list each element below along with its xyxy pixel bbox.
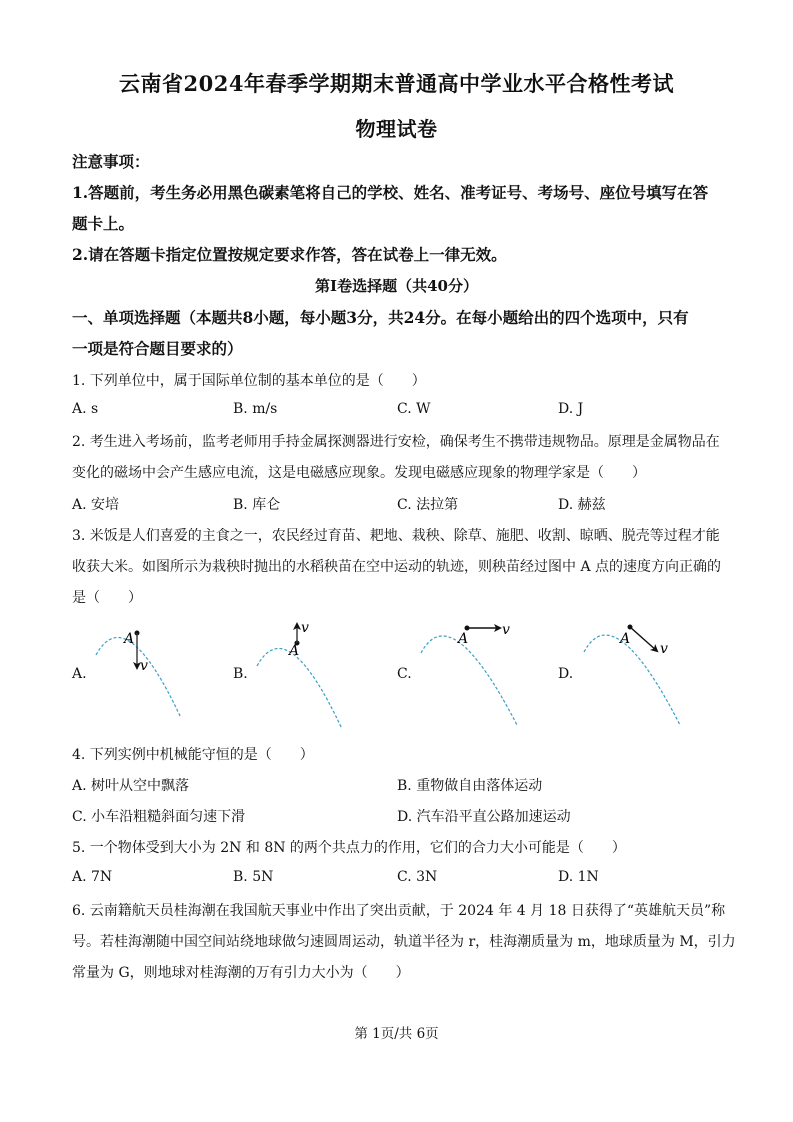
option-a[interactable]: A. 树叶从空中飘落 xyxy=(72,778,190,794)
svg-text:A: A xyxy=(124,631,135,647)
option-d[interactable]: D. J xyxy=(558,401,584,417)
svg-text:A: A xyxy=(458,631,469,647)
option-c[interactable]: C. 3N xyxy=(397,869,438,885)
option-a[interactable]: A. 安培 xyxy=(72,497,120,513)
diagram-b xyxy=(257,620,342,729)
option-b[interactable]: B. 库仑 xyxy=(233,497,281,513)
option-d[interactable]: D. xyxy=(558,666,574,682)
question-stem-cont: 常量为 G，则地球对桂海潮的万有引力大小为（ ） xyxy=(72,965,410,981)
option-a[interactable]: A. xyxy=(72,666,87,682)
question-stem: 6. 云南籍航天员桂海潮在我国航天事业中作出了突出贡献，于 2024 年 4 月 18 日获得了“英雄航天员”称 xyxy=(72,903,726,919)
question-stem-cont: 收获大米。如图所示为栽秧时抛出的水稻秧苗在空中运动的轨迹，则秧苗经过图中 A 点的速度方向正确的 xyxy=(72,559,722,575)
option-a[interactable]: A. 7N xyxy=(72,869,113,885)
question-stem-cont: 号。若桂海潮随中国空间站绕地球做匀速圆周运动，轨道半径为 r，桂海潮质量为 m，地球质量为 M，引力 xyxy=(72,934,736,950)
question-stem: 5. 一个物体受到大小为 2N 和 8N 的两个共点力的作用，它们的合力大小可能是（ ） xyxy=(72,840,626,856)
option-b[interactable]: B. xyxy=(233,666,248,682)
option-d[interactable]: D. 1N xyxy=(558,869,599,885)
svg-text:A: A xyxy=(289,643,300,659)
exam-title: 云南省2024年春季学期期末普通高中学业水平合格性考试 xyxy=(119,71,674,96)
question-stem-cont: 变化的磁场中会产生感应电流，这是电磁感应现象。发现电磁感应现象的物理学家是（ ） xyxy=(72,465,646,481)
notice-item-2: 2.请在答题卡指定位置按规定要求作答，答在试卷上一律无效。 xyxy=(72,245,507,264)
question-stem: 2. 考生进入考场前，监考老师用手持金属探测器进行安检，确保考生不携带违规物品。原理是金属物品在 xyxy=(72,434,720,450)
option-c[interactable]: C. 法拉第 xyxy=(397,497,459,513)
exam-subtitle: 物理试卷 xyxy=(355,117,438,141)
question-stem: 3. 米饭是人们喜爱的主食之一，农民经过育苗、耙地、栽秧、除草、施肥、收割、晾晒、脱壳等过程才能 xyxy=(72,528,720,544)
part-heading: 第Ⅰ卷选择题（共40分） xyxy=(315,277,478,295)
notice-heading: 注意事项： xyxy=(72,152,150,171)
svg-text:v: v xyxy=(301,620,309,636)
diagram-a xyxy=(96,631,181,719)
section-heading: 一、单项选择题（本题共8小题，每小题3分，共24分。在每小题给出的四个选项中，只有 xyxy=(72,308,689,327)
option-c[interactable]: C. 小车沿粗糙斜面匀速下滑 xyxy=(72,809,246,825)
option-c[interactable]: C. W xyxy=(397,401,431,417)
section-heading-cont: 一项是符合题目要求的） xyxy=(72,339,243,358)
notice-item-1-cont: 题卡上。 xyxy=(72,214,135,233)
page-number: 第 1页/共 6页 xyxy=(354,1026,439,1042)
option-d[interactable]: D. 汽车沿平直公路加速运动 xyxy=(397,809,571,825)
svg-text:v: v xyxy=(660,641,668,657)
option-a[interactable]: A. s xyxy=(72,401,99,417)
svg-text:v: v xyxy=(140,658,148,674)
diagram-d xyxy=(584,625,680,726)
option-c[interactable]: C. xyxy=(397,666,412,682)
option-b[interactable]: B. m/s xyxy=(233,401,278,417)
svg-text:A: A xyxy=(620,631,631,647)
notice-item-1: 1.答题前，考生务必用黑色碳素笔将自己的学校、姓名、准考证号、考场号、座位号填写在答 xyxy=(72,183,709,202)
question-stem: 4. 下列实例中机械能守恒的是（ ） xyxy=(72,747,314,763)
question-stem: 1. 下列单位中，属于国际单位制的基本单位的是（ ） xyxy=(72,373,426,389)
svg-text:v: v xyxy=(502,622,510,638)
option-b[interactable]: B. 重物做自由落体运动 xyxy=(397,778,543,794)
option-d[interactable]: D. 赫兹 xyxy=(558,497,606,513)
diagram-c xyxy=(421,622,517,725)
option-b[interactable]: B. 5N xyxy=(233,869,274,885)
question-stem-cont: 是（ ） xyxy=(72,590,142,606)
